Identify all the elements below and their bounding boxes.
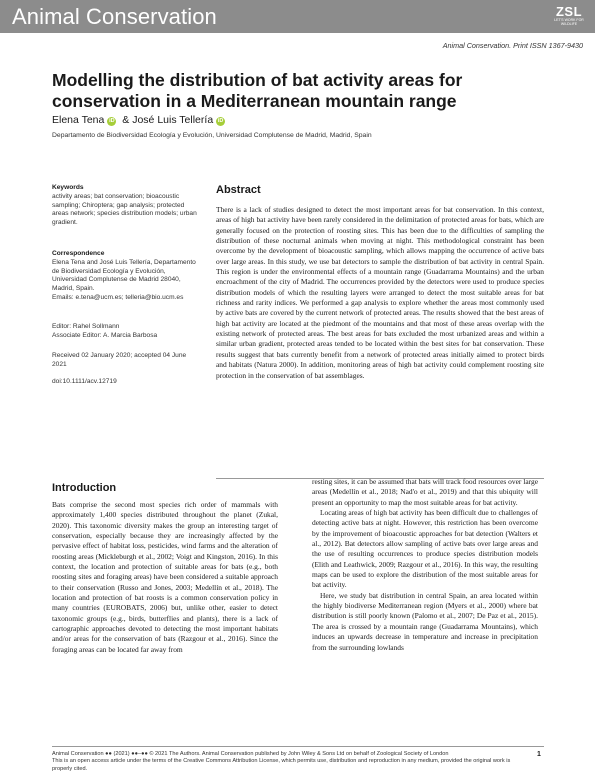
correspondence-heading: Correspondence [52,250,105,257]
body-paragraph: resting sites, it can be assumed that bats will track food resources over large areas (Medellín et al., 2018; Nad'o et al., 2019) and that this ubiquity will present an opportunity to map the most suitable areas for bat activity. [312,477,538,507]
affiliation: Departamento de Biodiversidad Ecología y Evolución, Universidad Complutense de Madrid, Madrid, Spain [52,132,372,139]
author-list [52,114,228,126]
author-name[interactable]: José Luis Tellería [132,114,214,126]
zsl-logo[interactable] [553,6,585,28]
keywords-block [52,184,202,228]
issn-line: Animal Conservation. Print ISSN 1367-9430 [442,41,583,50]
article-title: Modelling the distribution of bat activity areas for conservation in a Mediterranean mountain range [52,70,463,111]
abstract-text: There is a lack of studies designed to detect the most important areas for bat conservation. In this context, areas of high bat activity have been rarely considered in the delimitation of protected areas for bats, which are generally focused on the protection of roosting sites. This has been due to the difficulties of sampling the distribution of these nocturnal animals when moving at night. This methodological constraint has been overcome by the development of bioacoustic sampling, which allows mapping the occurrence of active bats over large areas. In this study, we use bat detectors to sample the distribution of bat activity in central Spain. This region is under the environmental effects of a mountain range (Guadarrama Mountains) and the urban encroachment of the city of Madrid. The occurrences provided by the detectors were used to produce species distribution models of which the resulting layers were arranged to detect the most suitable areas for bat richness and rarity indices. We performed a gap analysis to explore whether the areas most commonly used by active bats are covered by the current network of protected areas. The results showed that the best areas of high bat activity are located at the piedmont of the mountains and that most of these areas overlap with the existing network of protected areas. The best areas for bats excluded the most urbanized areas and within a similar urban gradient, protected areas tended to be located within the best sites for bat conservation. These results suggest that bats currently benefit from a network of protected areas initially aimed to protect birds and habitats (Natura 2000). In addition, monitoring areas of high bat activity could complement roosting site protection in the conservation of bat assemblages. [216,205,544,380]
body-column-right [312,477,538,653]
footer-text [52,751,532,773]
doi-link[interactable]: doi:10.1111/acv.12719 [52,378,117,385]
footer-license: This is an open access article under the terms of the Creative Commons Attribution License, which permits use, distribution and reproduction in any medium, provided the original work is properly cited. [52,758,511,772]
orcid-icon[interactable]: iD [109,118,115,124]
keywords-text: activity areas; bat conservation; bioacoustic sampling; Chiroptera; gap analysis; protected areas network; species distribution models; urban gradient. [52,192,197,227]
body-paragraph: Here, we study bat distribution in central Spain, an area located within the highly biodiverse Mediterranean region (Myers et al., 2000) where bat distribution is still poorly known (Palomo et al., 2007; De Paz et al., 2015). The area is crossed by a mountain range (Guadarrama Mountains), which induces an upwards decrease in temperature and increase in precipitation from the surrounding lowlands [312,590,538,652]
received-dates: Received 02 January 2020; accepted 04 June 2021 [52,352,187,368]
zsl-logo-text: ZSL [555,4,583,19]
correspondence-block [52,250,202,303]
body-column-left [52,500,278,655]
zsl-logo-subtext: LET'S WORK FOR WILDLIFE [554,18,584,26]
introduction-heading: Introduction [52,482,117,494]
journal-title[interactable]: Animal Conservation [12,4,217,29]
editor-name: Editor: Rahel Sollmann [52,323,120,330]
abstract-heading: Abstract [216,184,261,196]
keywords-heading: Keywords [52,184,84,191]
correspondence-text: Elena Tena and José Luis Tellería, Departamento de Biodiversidad Ecología y Evolución, Universidad Complutense de Madrid 28040, Madrid, Spain. [52,258,196,293]
page-number: 1 [537,751,541,758]
body-paragraph: Locating areas of high bat activity has been difficult due to challenges of detecting active bats at night. However, this restriction has been overcome by the improvement of bioacoustic approaches for bat detection (Walters et al., 2012). Bat detectors allow sampling of active bats over large areas and the use of resulting occurrences to produce species distribution models (Elith and Leathwick, 2009; Razgour et al., 2016). In this way, the resulting maps can be used to explore the distribution of the most suitable areas for bat activity. [312,508,538,590]
body-paragraph: Bats comprise the second most species rich order of mammals with approximately 1,400 species distributed throughout the planet (Zukal, 2020). This taxonomic diversity makes the group an interesting target of conservation, especially because they are increasingly affected by the pervasive effect of habitat loss, pesticides, wind farms and the alteration of roosting areas (Mickleburgh et al., 2002; Voigt and Kingston, 2016). In this context, the location and protection of suitable areas for bats (e.g., both roosting sites and foraging areas) have been considered a suitable approach to their conservation (Russo and Jones, 2003; Medellín et al., 2018). The location and protection of bat roosts is a common conservation policy in many countries (EUROBATS, 2006) but, unlike other, easier to detect taxonomic groups (e.g., birds, butterflies and plants), there is a lack of cartographic approaches devoted to detecting the most important habitats and/or areas for the conservation of bats (Razgour et al., 2016). Since the foraging areas can be located far away from [52,500,278,654]
associate-editor-name: Associate Editor: A. Marcia Barbosa [52,331,158,339]
footer-copyright: Animal Conservation ●● (2021) ●●–●● © 2021 The Authors. Animal Conservation published by John Wiley & Sons Ltd on behalf of Zoological Society of London [52,751,449,757]
correspondence-emails[interactable]: Emails: e.tena@ucm.es; telleria@bio.ucm.es [52,293,184,301]
author-separator: & [122,114,130,126]
footer-divider [52,746,544,747]
editor-block [52,323,202,341]
orcid-icon[interactable]: iD [217,118,224,124]
author-name[interactable]: Elena Tena [52,114,105,126]
